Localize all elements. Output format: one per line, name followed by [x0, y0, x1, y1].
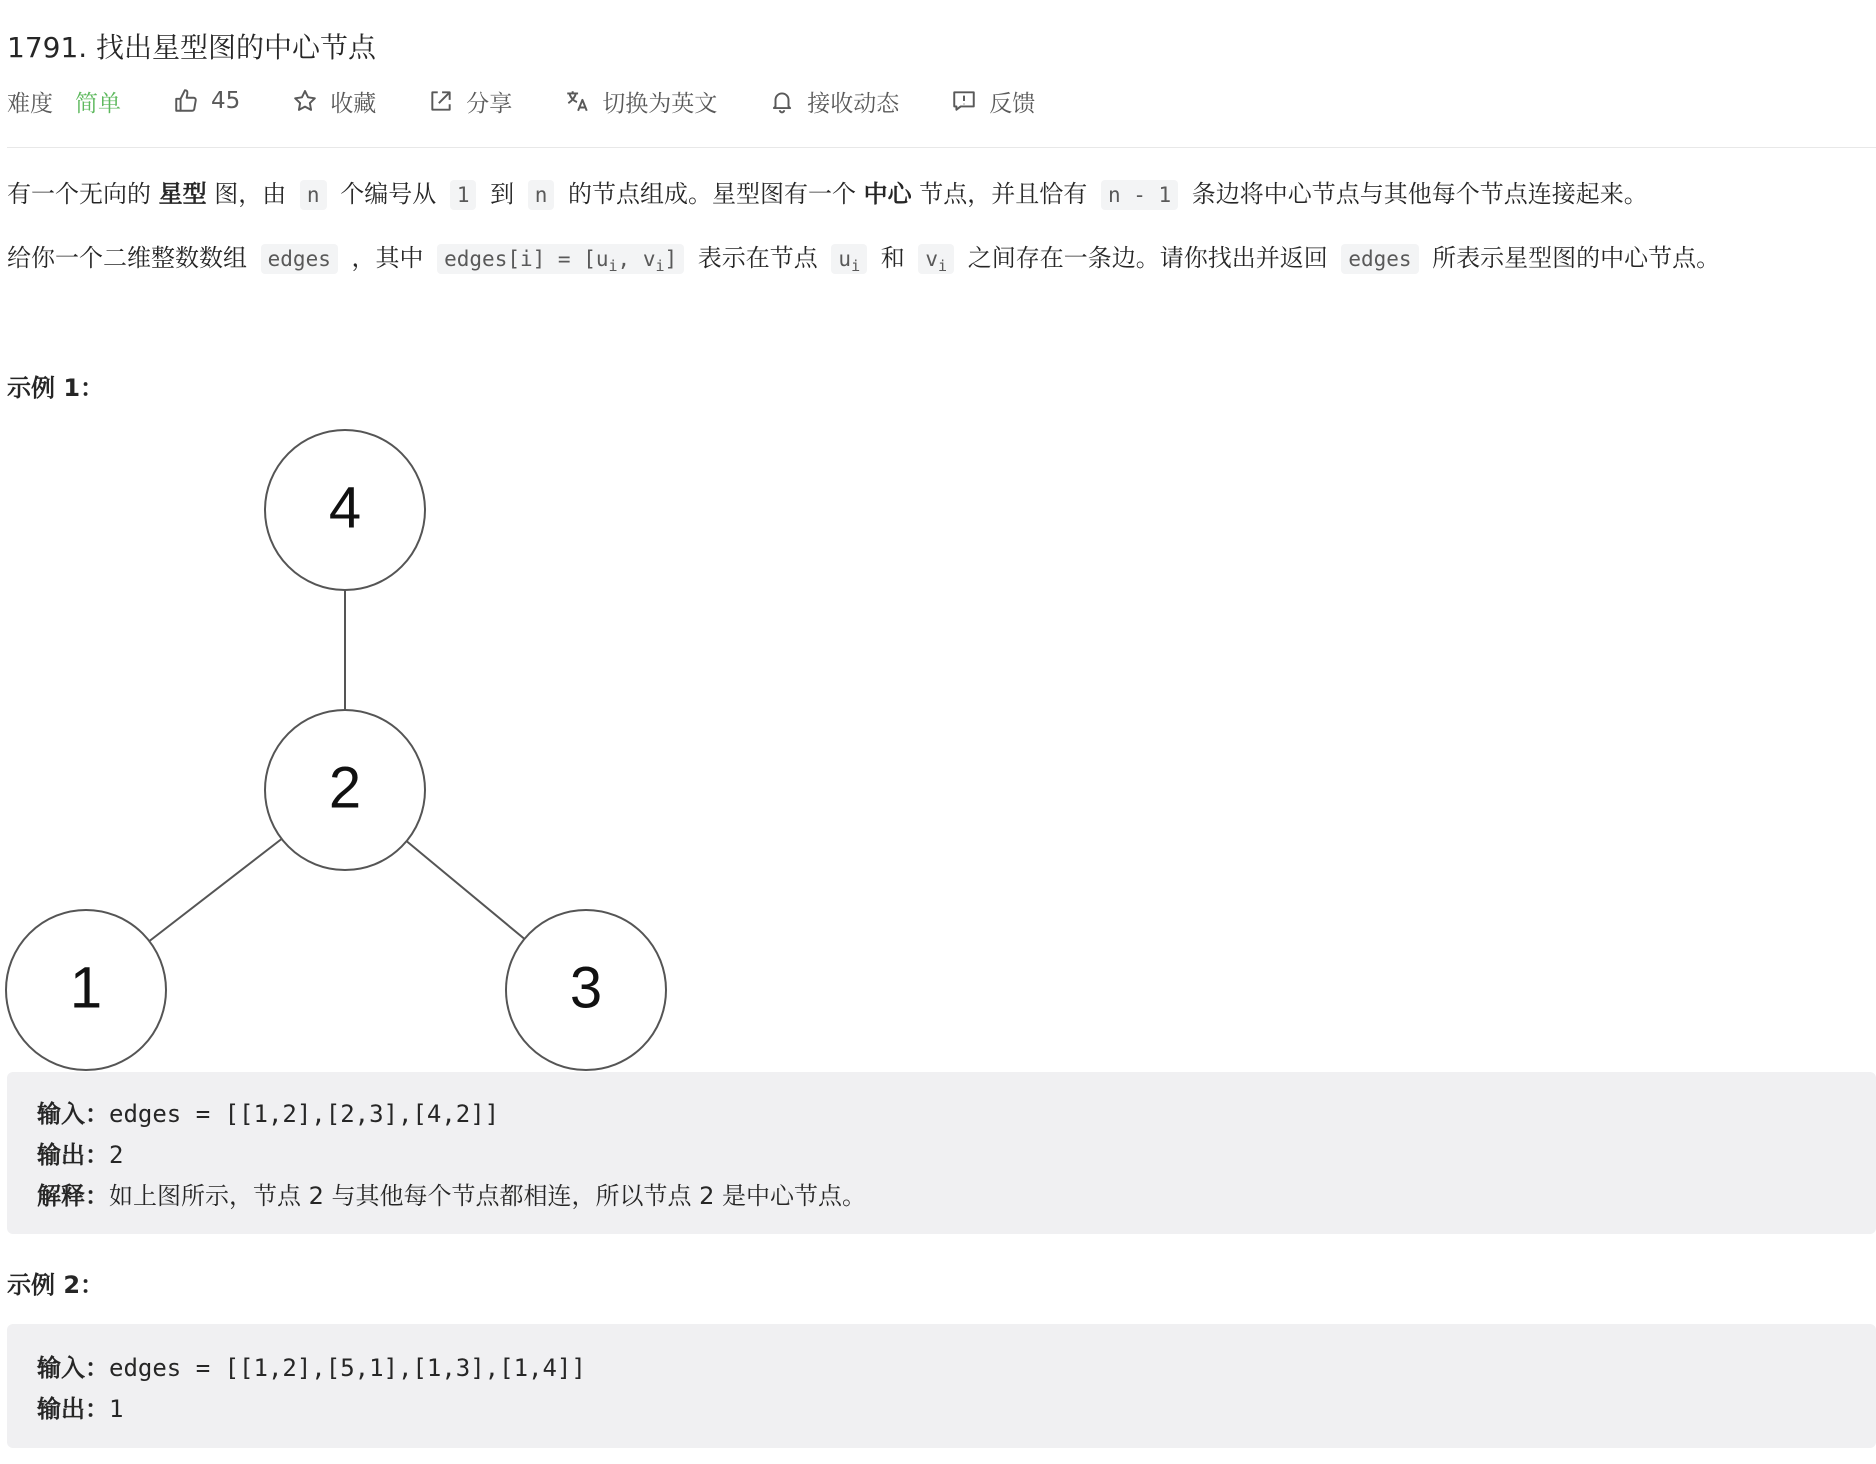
graph-node-label-1: 1	[69, 955, 103, 1021]
inline-code: edges[i] = [$u_i$, $v_i$]	[437, 244, 684, 274]
inline-code: n - 1	[1101, 180, 1178, 210]
graph-node-label-2: 2	[328, 755, 362, 821]
share-label: 分享	[466, 90, 513, 117]
example-1-title: 示例 1：	[7, 374, 105, 402]
share-button[interactable]	[428, 85, 512, 118]
share-icon	[428, 88, 454, 114]
feedback-button[interactable]	[951, 85, 1035, 118]
subscribe-label: 接收动态	[807, 90, 900, 117]
inline-code: edges	[1341, 244, 1418, 274]
graph-edge-2-1	[149, 839, 281, 941]
example-1-explanation: 解释：如上图所示，节点 2 与其他每个节点都相连，所以节点 2 是中心节点。	[37, 1182, 867, 1210]
graph-node-label-4: 4	[328, 475, 362, 541]
description-paragraph-2: 给你一个二维整数数组 edges ，其中 edges[i] = [$u_i$, $v_i$] 表示在节点 $u_i$ 和 $v_i$ 之间存在一条边。请你找出并返回 edges 所表示星型图的中心节点。	[7, 244, 1721, 276]
collect-button[interactable]	[292, 85, 376, 118]
inline-code: 1	[450, 180, 477, 210]
inline-code: $v_i$	[918, 244, 954, 274]
like-button[interactable]	[173, 88, 240, 114]
difficulty-label: 难度	[7, 90, 53, 117]
collect-label: 收藏	[330, 90, 377, 117]
translate-icon	[564, 88, 590, 114]
inline-code: edges	[261, 244, 338, 274]
inline-code: n	[528, 180, 555, 210]
problem-meta-bar	[7, 84, 1087, 118]
example-2-block	[7, 1324, 1876, 1448]
feedback-icon	[951, 88, 977, 114]
subscribe-button[interactable]	[769, 85, 899, 118]
graph-node-label-3: 3	[569, 955, 603, 1021]
switch-language-button[interactable]	[564, 85, 717, 118]
description-paragraph-1: 有一个无向的 星型 图，由 n 个编号从 1 到 n 的节点组成。星型图有一个 中心 节点，并且恰有 n - 1 条边将中心节点与其他每个节点连接起来。	[7, 180, 1648, 208]
star-icon	[292, 88, 318, 114]
problem-title: 1791. 找出星型图的中心节点	[7, 31, 377, 64]
thumbs-up-icon	[173, 88, 199, 114]
feedback-label: 反馈	[989, 90, 1036, 117]
header-divider	[7, 147, 1876, 148]
like-count: 45	[211, 88, 241, 114]
example-2-output: 输出：1	[37, 1395, 124, 1423]
example-2-input: 输入：edges = [[1,2],[5,1],[1,3],[1,4]]	[37, 1354, 586, 1382]
switch-language-label: 切换为英文	[602, 90, 718, 117]
bell-icon	[769, 88, 795, 114]
example-1-input: 输入：edges = [[1,2],[2,3],[4,2]]	[37, 1100, 500, 1128]
graph-edge-2-3	[407, 841, 525, 939]
star-graph-figure	[0, 420, 680, 1075]
inline-code: n	[300, 180, 327, 210]
inline-code: $u_i$	[831, 244, 867, 274]
example-1-block	[7, 1072, 1876, 1234]
example-2-title: 示例 2：	[7, 1271, 105, 1299]
difficulty-badge: 简单	[75, 90, 121, 117]
example-1-output: 输出：2	[37, 1141, 124, 1169]
